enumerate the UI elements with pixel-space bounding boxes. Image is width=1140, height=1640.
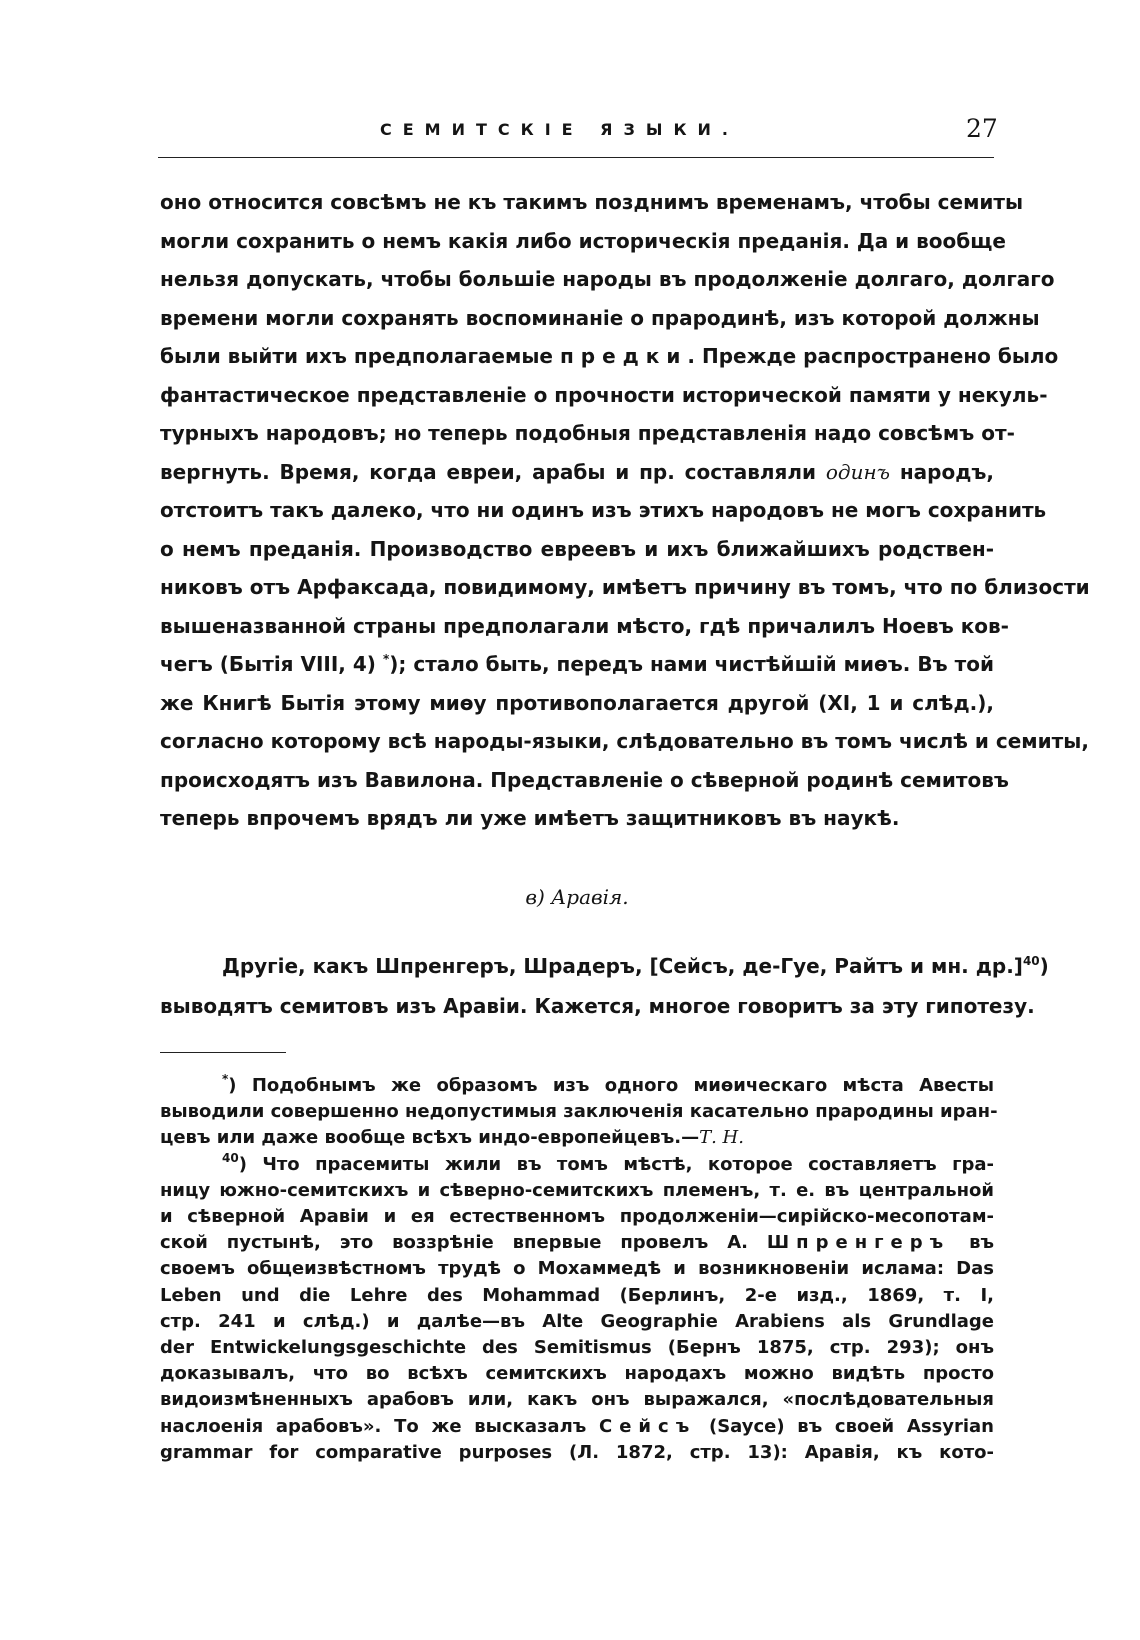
- text-line: согласно которому всѣ народы-языки, слѣдовательно въ томъ числѣ и семиты,: [160, 729, 1089, 753]
- text-run: ) Что прасемиты жили въ томъ мѣстѣ, которое составляетъ гра-: [238, 1153, 994, 1175]
- footnotes: [160, 1072, 998, 1466]
- text-line: турныхъ народовъ; но теперь подобныя представленія надо совсѣмъ от-: [160, 421, 1015, 445]
- footnote-rule: [160, 1052, 286, 1053]
- text-line: нельзя допускать, чтобы большіе народы въ продолженіе долгаго, долгаго: [160, 267, 1055, 291]
- text-line: могли сохранить о немъ какія либо историческія преданія. Да и вообще: [160, 228, 1006, 253]
- text-run: чегъ (Бытія VIII, 4): [160, 652, 376, 676]
- section-heading: в) Аравія.: [525, 885, 629, 909]
- footnote-marker: 40: [222, 1150, 239, 1165]
- text-line: оно относится совсѣмъ не къ такимъ позднимъ временамъ, чтобы семиты: [160, 190, 1024, 214]
- spaced-emphasis: предки: [559, 344, 688, 368]
- text-run: (Sayce) въ своей Assyrian: [708, 1415, 994, 1437]
- text-run: наслоенія арабовъ». То же высказалъ: [160, 1415, 587, 1437]
- footnote-line: [160, 1125, 994, 1151]
- translator-initials: Т. Н.: [699, 1127, 744, 1149]
- main-paragraph: [160, 183, 1090, 838]
- text-line: же Книгѣ Бытія этому миѳу противополагается другой (XI, 1 и слѣд.),: [160, 690, 994, 715]
- spaced-emphasis: Сейсъ: [599, 1415, 697, 1437]
- text-run: ): [1039, 954, 1049, 978]
- footnote-line: стр. 241 и слѣд.) и далѣе—въ Alte Geographie Arabiens als Grundlage: [160, 1310, 994, 1332]
- footnote-ref: *: [382, 652, 390, 666]
- footnote-line: Leben und die Lehre des Mohammad (Берлинъ, 2-е изд., 1869, т. I,: [160, 1284, 994, 1306]
- text-line: о немъ преданія. Производство евреевъ и ихъ ближайшихъ родствен-: [160, 536, 994, 561]
- text-run: ской пустынѣ, это воззрѣніе впервые провелъ А.: [160, 1232, 749, 1254]
- footnote-line: доказывалъ, что во всѣхъ семитскихъ народахъ можно видѣть просто: [160, 1363, 994, 1385]
- text-run: ); стало быть, передъ нами чистѣйшій миѳъ. Въ той: [389, 652, 994, 676]
- text-line: [160, 645, 994, 684]
- text-line: фантастическое представленіе о прочности исторической памяти у некуль-: [160, 382, 1048, 407]
- footnote-line: выводили совершенно недопустимыя заключенія касательно прародины иран-: [160, 1101, 998, 1123]
- text-line: происходятъ изъ Вавилона. Представленіе о сѣверной родинѣ семитовъ: [160, 767, 1009, 792]
- footnote-ref: 40: [1022, 954, 1040, 968]
- footnote-line: видоизмѣненныхъ арабовъ или, какъ онъ выражался, «послѣдовательныя: [160, 1389, 994, 1411]
- text-line: времени могли сохранять воспоминаніе о прародинѣ, изъ которой должны: [160, 305, 1040, 330]
- text-line: никовъ отъ Арфаксада, повидимому, имѣетъ причину въ томъ, что по близости: [160, 575, 1090, 599]
- running-title: СЕМИТСКІЕ ЯЗЫКИ.: [380, 120, 739, 139]
- footnote-line: своемъ общеизвѣстномъ трудѣ о Мохаммедѣ и возникновеніи ислама: Das: [160, 1258, 994, 1280]
- text-line: [160, 946, 1049, 986]
- text-line: теперь впрочемъ врядъ ли уже имѣетъ защитниковъ въ наукѣ.: [160, 806, 900, 830]
- text-line: вышеназванной страны предполагали мѣсто, гдѣ причалилъ Ноевъ ков-: [160, 613, 1009, 638]
- footnote-line: [160, 1073, 994, 1099]
- text-run: . Прежде распространено было: [687, 344, 1059, 368]
- section-paragraph: [160, 946, 1049, 1026]
- text-line: выводятъ семитовъ изъ Аравіи. Кажется, многое говоритъ за эту гипотезу.: [160, 994, 1035, 1018]
- footnote-line: ницу южно-семитскихъ и сѣверно-семитскихъ племенъ, т. е. въ центральной: [160, 1179, 994, 1201]
- text-run: народъ,: [899, 459, 994, 484]
- text-run: ) Подобнымъ же образомъ изъ одного миѳическаго мѣста Авесты: [228, 1075, 994, 1096]
- footnote-line: grammar for comparative purposes (Л. 1872, стр. 13): Аравія, къ кото-: [160, 1441, 994, 1463]
- spaced-emphasis: Шпренгеръ: [766, 1232, 951, 1254]
- text-run: Другіе, какъ Шпренгеръ, Шрадеръ, [Сейсъ, де-Гуе, Райтъ и мн. др.]: [222, 954, 1023, 978]
- text-run: были выйти ихъ предполагаемые: [160, 344, 553, 368]
- italic-emphasis: одинъ: [825, 459, 890, 484]
- text-run: въ: [969, 1232, 994, 1254]
- text-run: вергнуть. Время, когда евреи, арабы и пр. составляли: [160, 459, 817, 484]
- header-rule: [158, 157, 994, 158]
- footnote-line: der Entwickelungsgeschichte des Semitismus (Бернъ 1875, стр. 293); онъ: [160, 1337, 994, 1359]
- text-line: [160, 453, 994, 492]
- text-run: цевъ или даже вообще всѣхъ индо-европейцевъ.—: [160, 1127, 700, 1149]
- text-line: [160, 337, 1059, 376]
- page-number: 27: [966, 114, 998, 143]
- footnote-line: [160, 1230, 994, 1256]
- footnote-marker: *: [222, 1072, 229, 1086]
- footnote-line: и сѣверной Аравіи и ея естественномъ продолженіи—сирійско-месопотам-: [160, 1206, 994, 1228]
- footnote-line: [160, 1152, 994, 1178]
- text-line: отстоитъ такъ далеко, что ни одинъ изъ этихъ народовъ не могъ сохранить: [160, 498, 1047, 522]
- footnote-line: [160, 1414, 994, 1440]
